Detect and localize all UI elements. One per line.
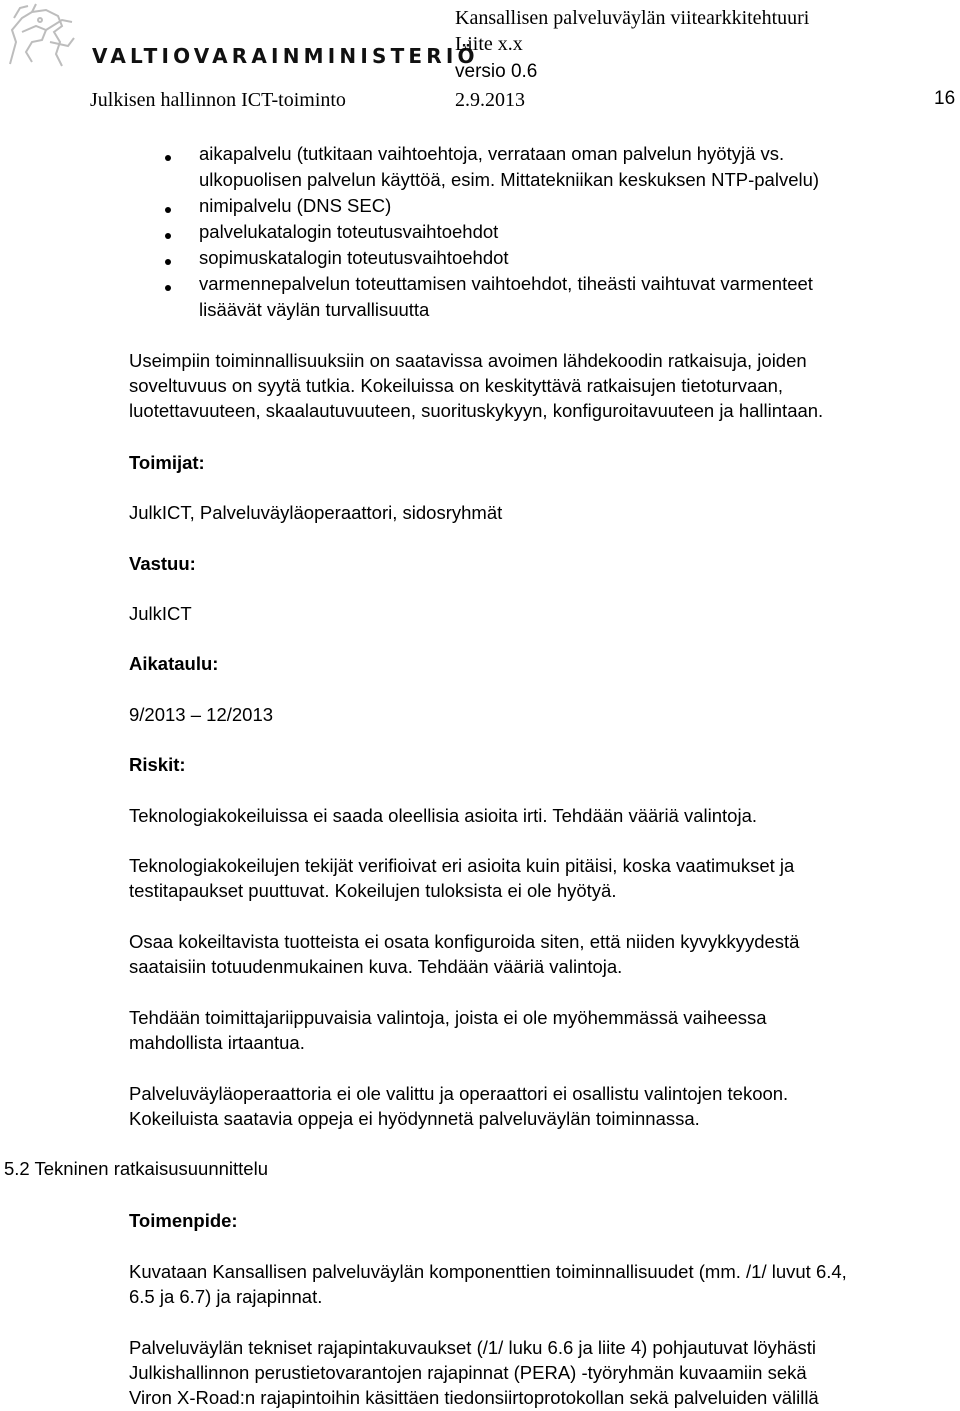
risk-line: Teknologiakokeilujen tekijät verifioivat eri asioita kuin pitäisi, koska vaatimukset ja [129, 855, 795, 876]
paragraph-line: Julkishallinnon perustietovarantojen rajapinnat (PERA) -työryhmän kuvaamiin sekä [129, 1362, 807, 1383]
risk-line: Palveluväyläoperaattoria ei ole valittu ja operaattori ei osallistu valintojen tekoon. [129, 1083, 789, 1104]
risk-line: mahdollista irtaantua. [129, 1032, 305, 1053]
paragraph-line: 6.5 ja 6.7) ja rajapinnat. [129, 1286, 323, 1307]
riskit-heading: Riskit: [129, 754, 186, 775]
bullet-icon [165, 233, 171, 239]
lion-crest-icon [2, 2, 78, 76]
risk-line: Osaa kokeiltavista tuotteista ei osata konfiguroida siten, että niiden kyvykkyydestä [129, 931, 800, 952]
bullet-icon [165, 285, 171, 291]
appendix-label: Liite x.x [455, 33, 523, 55]
list-item: lisäävät väylän turvallisuutta [199, 299, 430, 320]
list-item: varmennepalvelun toteuttamisen vaihtoehdot, tiheästi vaihtuvat varmenteet [199, 273, 813, 294]
risk-line: Teknologiakokeiluissa ei saada oleellisia asioita irti. Tehdään vääriä valintoja. [129, 805, 758, 826]
toimijat-value: JulkICT, Palveluväyläoperaattori, sidosryhmät [129, 502, 503, 523]
paragraph-line: Viron X-Road:n rajapintoihin käsittäen tiedonsiirtoprotokollan sekä palveluiden välillä [129, 1387, 819, 1408]
list-item: sopimuskatalogin toteutusvaihtoehdot [199, 247, 509, 268]
paragraph-line: soveltuvuus on syytä tutkia. Kokeiluissa on keskityttävä ratkaisujen tietoturvaan, [129, 375, 784, 396]
section-heading: 5.2 Tekninen ratkaisusuunnittelu [4, 1158, 268, 1179]
risk-line: Kokeiluista saatavia oppeja ei hyödynnetä palveluväylän toiminnassa. [129, 1108, 700, 1129]
paragraph-line: Kuvataan Kansallisen palveluväylän komponenttien toiminnallisuudet (mm. /1/ luvut 6.4, [129, 1261, 847, 1282]
list-item: nimipalvelu (DNS SEC) [199, 195, 392, 216]
page-number: 16 [934, 88, 956, 109]
bullet-icon [165, 259, 171, 265]
risk-line: saataisiin totuudenmukainen kuva. Tehdään vääriä valintoja. [129, 956, 623, 977]
bullet-icon [165, 155, 171, 161]
list-item: palvelukatalogin toteutusvaihtoehdot [199, 221, 499, 242]
document-title: Kansallisen palveluväylän viitearkkitehtuuri [455, 7, 810, 29]
vastuu-value: JulkICT [129, 603, 192, 624]
toimenpide-heading: Toimenpide: [129, 1210, 238, 1231]
paragraph-line: Palveluväylän tekniset rajapintakuvaukset (/1/ luku 6.6 ja liite 4) pohjautuvat löyhästi [129, 1337, 816, 1358]
list-item: ulkopuolisen palvelun käyttöä, esim. Mittatekniikan keskuksen NTP-palvelu) [199, 169, 820, 190]
toimijat-heading: Toimijat: [129, 452, 205, 473]
version-label: versio 0.6 [455, 61, 538, 82]
department-label: Julkisen hallinnon ICT-toiminto [90, 89, 346, 111]
list-item: aikapalvelu (tutkitaan vaihtoehtoja, verrataan oman palvelun hyötyjä vs. [199, 143, 785, 164]
ministry-name: VALTIOVARAINMINISTERIÖ [92, 44, 479, 68]
paragraph-line: Useimpiin toiminnallisuuksiin on saatavissa avoimen lähdekoodin ratkaisuja, joiden [129, 350, 807, 371]
aikataulu-value: 9/2013 – 12/2013 [129, 704, 274, 725]
header-date: 2.9.2013 [455, 89, 525, 111]
risk-line: Tehdään toimittajariippuvaisia valintoja, joista ei ole myöhemmässä vaiheessa [129, 1007, 767, 1028]
vastuu-heading: Vastuu: [129, 553, 196, 574]
paragraph-line: luotettavuuteen, skaalautuvuuteen, suorituskykyyn, konfiguroitavuuteen ja hallintaan. [129, 400, 824, 421]
risk-line: testitapaukset puuttuvat. Kokeilujen tuloksista ei ole hyötyä. [129, 880, 617, 901]
aikataulu-heading: Aikataulu: [129, 653, 219, 674]
bullet-icon [165, 207, 171, 213]
